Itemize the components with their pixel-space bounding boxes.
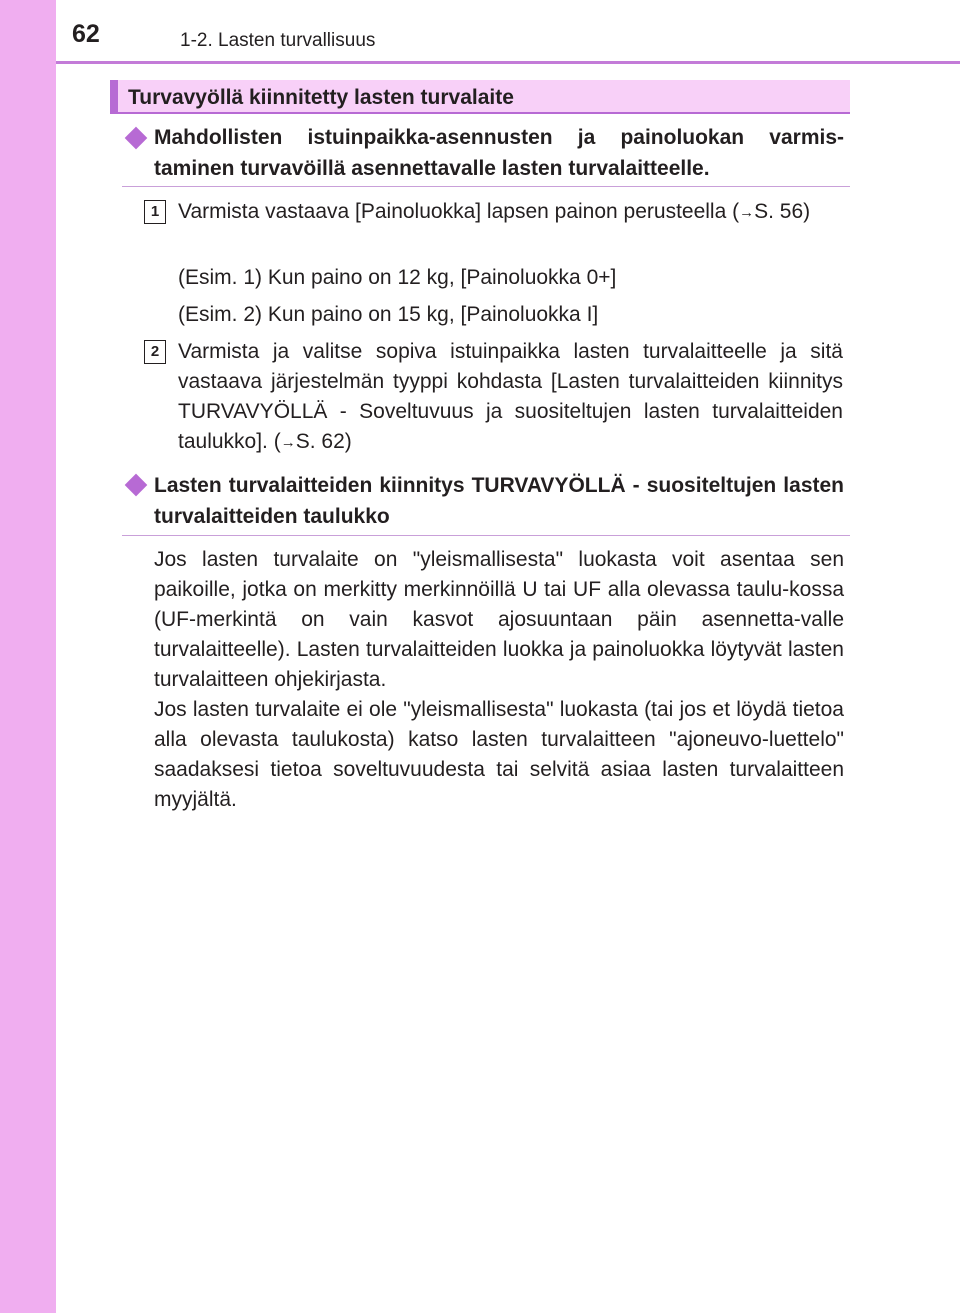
step-2-text-end: ) — [344, 430, 352, 453]
section-title: Turvavyöllä kiinnitetty lasten turvalaite — [128, 86, 514, 109]
step-1-text-end: ) — [803, 200, 811, 223]
step-number-2: 2 — [144, 340, 166, 364]
section-header — [110, 80, 850, 114]
arrow-right-icon: → — [739, 204, 755, 221]
arrow-right-icon: → — [280, 434, 296, 451]
step-1-text: Varmista vastaava [Painoluokka] lapsen painon perusteella ( — [178, 200, 740, 223]
diamond-icon — [125, 474, 148, 497]
side-tab-bar — [0, 0, 56, 1313]
step-number-1: 1 — [144, 200, 166, 224]
section-header-accent — [110, 80, 118, 114]
subsection-rule-1 — [122, 186, 850, 187]
example-2: (Esim. 2) Kun paino on 15 kg, [Painoluokka I] — [178, 303, 599, 326]
step-text-1 — [178, 197, 843, 229]
diamond-icon — [125, 127, 148, 150]
step-text-2 — [178, 337, 843, 459]
subsection-heading-1: Mahdollisten istuinpaikka-asennusten ja painoluokan varmis-taminen turvavöillä asennettavalle lasten turvalaitteelle. — [154, 126, 844, 180]
step-2-text: Varmista ja valitse sopiva istuinpaikka lasten turvalaitteelle ja sitä vastaava järjestelmän tyyppi kohdasta [Lasten turvalaitteiden kiinnitys TURVAVYÖLLÄ - Soveltuvuus ja suositeltujen lasten turvalaitteiden taulukko]. ( — [178, 340, 843, 453]
subsection-heading-2: Lasten turvalaitteiden kiinnitys TURVAVYÖLLÄ - suositeltujen lasten turvalaitteiden taulukko — [154, 474, 844, 528]
page-reference[interactable]: S. 62 — [295, 430, 345, 453]
page-number: 62 — [72, 20, 100, 48]
header-rule — [56, 61, 960, 64]
example-1: (Esim. 1) Kun paino on 12 kg, [Painoluokka 0+] — [178, 266, 617, 289]
paragraph-2: Jos lasten turvalaite ei ole "yleismallisesta" luokasta (tai jos et löydä tietoa alla olevasta taulukosta) katso lasten turvalaitteen "ajoneuvo-luettelo" saadaksesi tietoa soveltuvuudesta tai selvitä asiaa lasten turvalaitteen myyjältä. — [154, 698, 844, 811]
subsection-rule-2 — [122, 535, 850, 536]
body-text — [154, 545, 844, 815]
running-head: 1-2. Lasten turvallisuus — [180, 30, 376, 51]
page-reference[interactable]: S. 56 — [754, 200, 804, 223]
section-header-underline — [110, 112, 850, 114]
paragraph-1: Jos lasten turvalaite on "yleismallisesta" luokasta voit asentaa sen paikoille, jotka on merkitty merkinnöillä U tai UF alla olevassa taulu-kossa (UF-merkintä on vain kasvot ajosuuntaan päin asennetta-valle turvalaitteelle). Lasten turvalaitteiden luokka ja painoluokka löytyvät lasten turvalaitteen ohjekirjasta. — [154, 548, 844, 691]
